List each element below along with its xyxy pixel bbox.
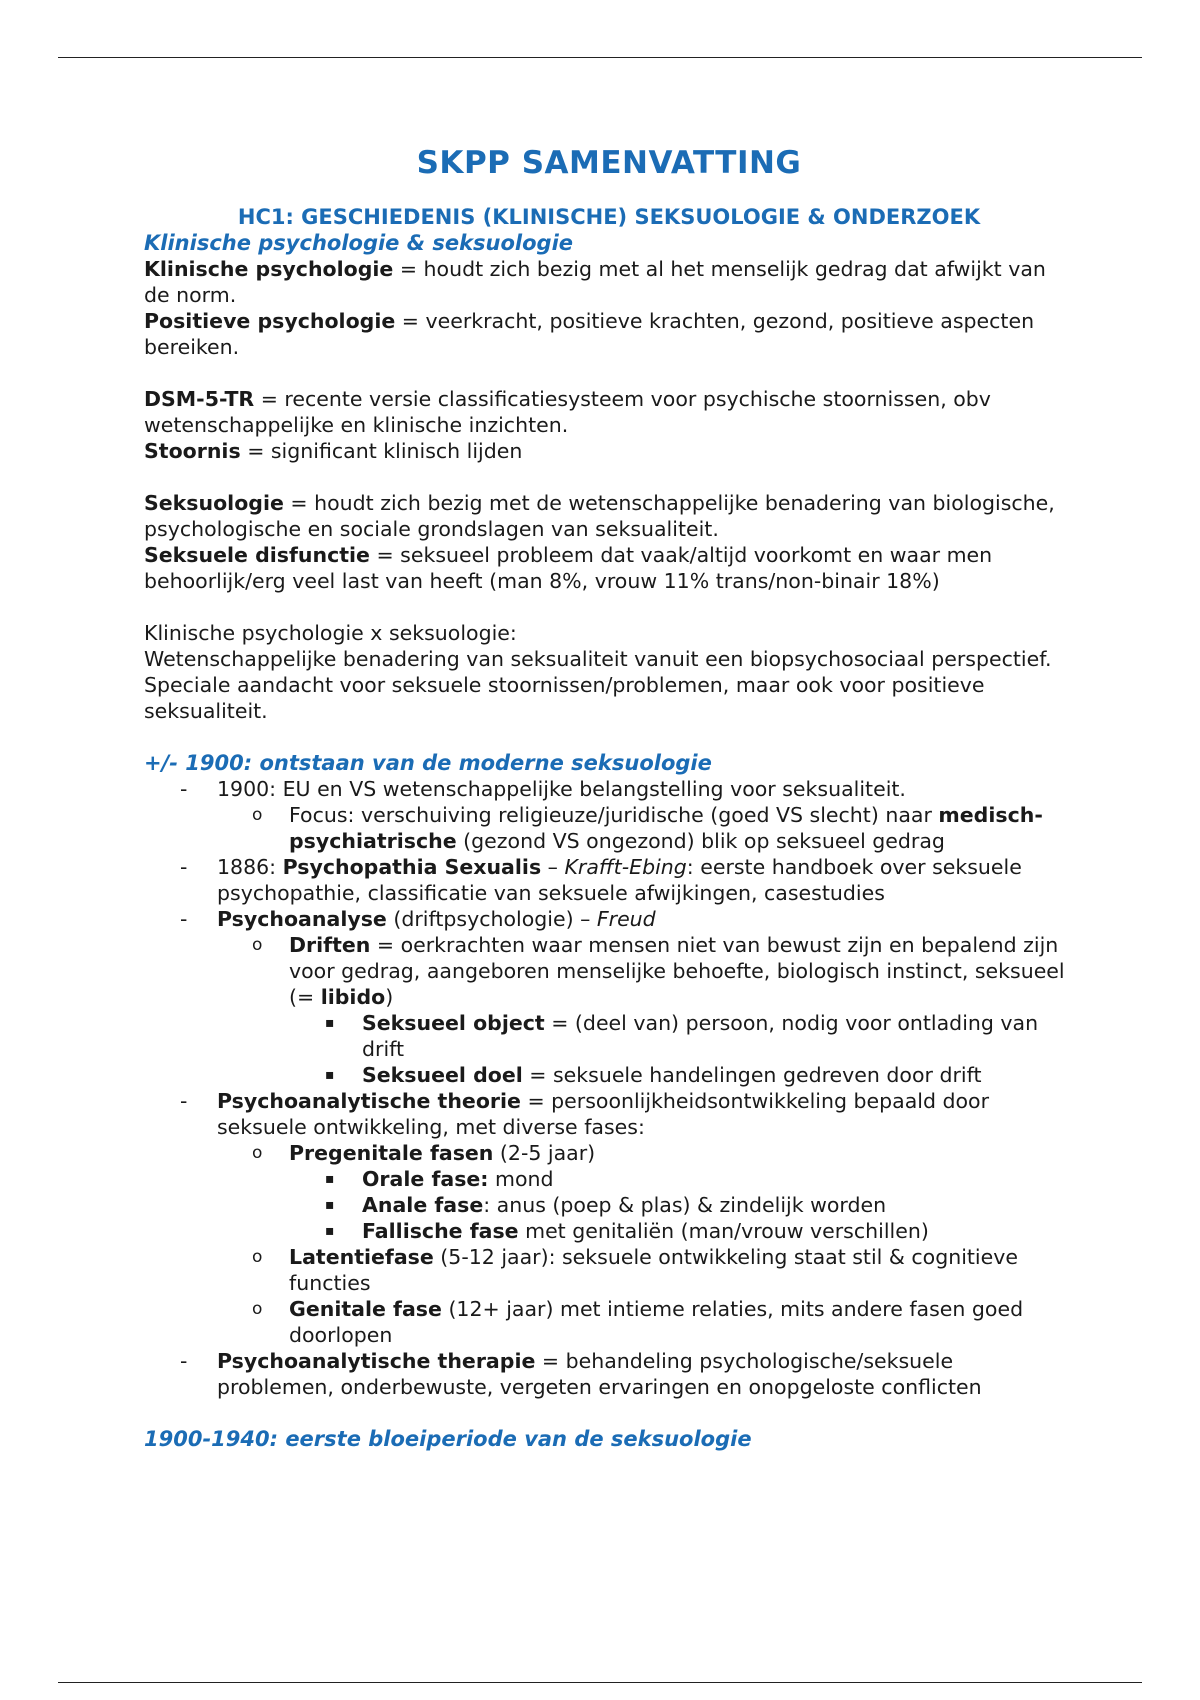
spacer (144, 464, 1074, 490)
item-bold: Seksueel object (362, 1011, 545, 1036)
item-text: (2-5 jaar) (493, 1141, 596, 1166)
list-item (144, 1296, 1074, 1348)
list-item (144, 854, 1074, 906)
item-text: mond (488, 1167, 554, 1192)
item-bold: Pregenitale fasen (289, 1141, 494, 1166)
square-marker: ▪ (325, 1171, 335, 1188)
definition-positieve-psychologie (144, 308, 1074, 360)
spacer (144, 360, 1074, 386)
list-item (144, 1166, 1074, 1192)
item-bold: libido (320, 985, 386, 1010)
dash-marker: - (180, 1349, 188, 1374)
term: Seksuologie (144, 491, 284, 516)
circle-marker: o (252, 935, 263, 956)
circle-marker: o (252, 1299, 263, 1320)
list-item (144, 1244, 1074, 1296)
item-text: (12+ jaar) met intieme relaties, mits andere fasen goed doorlopen (289, 1297, 1024, 1348)
item-bold: Driften (289, 933, 371, 958)
list-item (144, 802, 1074, 854)
term: DSM-5-TR (144, 387, 255, 412)
definition-text: = recente versie classificatiesysteem voor psychische stoornissen, obv wetenschappelijke en klinische inzichten. (144, 387, 991, 438)
section-heading-klinische: Klinische psychologie & seksuologie (144, 231, 574, 256)
item-text: Focus: verschuiving religieuze/juridische (goed VS slecht) naar (289, 803, 939, 828)
definition-text: = veerkracht, positieve krachten, gezond, positieve aspecten bereiken. (144, 309, 1035, 360)
item-text: = behandeling psychologische/seksuele problemen, onderbewuste, vergeten ervaringen en onopgeloste conflicten (217, 1349, 982, 1400)
spacer (144, 1400, 1074, 1426)
item-text: = persoonlijkheidsontwikkeling bepaald door seksuele ontwikkeling, met diverse fases: (217, 1089, 990, 1140)
item-text: 1900: EU en VS wetenschappelijke belangstelling voor seksualiteit. (217, 777, 906, 802)
item-text: = seksuele handelingen gedreven door drift (522, 1063, 982, 1088)
list-item (144, 1192, 1074, 1218)
item-italic: Freud (596, 907, 656, 932)
definition-seksuologie (144, 490, 1074, 542)
chapter-heading: HC1: GESCHIEDENIS (KLINISCHE) SEKSUOLOGIE & ONDERZOEK (237, 205, 981, 230)
circle-marker: o (252, 1143, 263, 1164)
definition-seksuele-disfunctie (144, 542, 1074, 594)
list-item (144, 1088, 1074, 1140)
list-item (144, 1348, 1074, 1400)
header-rule (58, 57, 1142, 58)
list-item (144, 776, 1074, 802)
item-text: (driftpsychologie) – (386, 907, 597, 932)
list-item (144, 906, 1074, 932)
list-item (144, 1218, 1074, 1244)
term: Positieve psychologie (144, 309, 396, 334)
spacer (144, 594, 1074, 620)
term: Seksuele disfunctie (144, 543, 370, 568)
item-bold: Psychopathia Sexualis (282, 855, 542, 880)
footer-rule (58, 1682, 1142, 1683)
item-text: ) (385, 985, 394, 1010)
definition-klinische-psychologie (144, 256, 1074, 308)
item-bold: Psychoanalytische theorie (217, 1089, 521, 1114)
item-bold: Genitale fase (289, 1297, 442, 1322)
circle-marker: o (252, 1247, 263, 1268)
list-item (144, 932, 1074, 1010)
list-item (144, 1062, 1074, 1088)
combo-paragraph: Wetenschappelijke benadering van seksualiteit vanuit een biopsychosociaal perspectief. Speciale aandacht voor seksuele stoornissen/problemen, maar ook voor positieve seksualiteit. (144, 647, 1052, 724)
dash-marker: - (180, 907, 188, 932)
item-text: : anus (poep & plas) & zindelijk worden (483, 1193, 887, 1218)
item-bold: Latentiefase (289, 1245, 434, 1270)
dash-marker: - (180, 855, 188, 880)
list-item (144, 1140, 1074, 1166)
item-bold: Fallische fase (362, 1219, 519, 1244)
term: Klinische psychologie (144, 257, 394, 282)
list-item (144, 1010, 1074, 1062)
item-text: met genitaliën (man/vrouw verschillen) (518, 1219, 929, 1244)
definition-text: = significant klinisch lijden (240, 439, 523, 464)
dash-marker: - (180, 1089, 188, 1114)
square-marker: ▪ (325, 1015, 335, 1032)
item-text: = oerkrachten waar mensen niet van bewust zijn en bepalend zijn voor gedrag, aangeboren menselijke behoefte, biologisch instinct, seksueel (= (289, 933, 1065, 1010)
section-heading-1900-1940: 1900-1940: eerste bloeiperiode van de seksuologie (144, 1427, 752, 1452)
definition-stoornis (144, 438, 1074, 464)
item-text: 1886: (217, 855, 283, 880)
circle-marker: o (252, 805, 263, 826)
square-marker: ▪ (325, 1223, 335, 1240)
item-bold: Psychoanalyse (217, 907, 387, 932)
combo-label: Klinische psychologie x seksuologie: (144, 621, 517, 646)
item-italic: Krafft-Ebing (564, 855, 687, 880)
item-bold: medisch-psychiatrische (289, 803, 1043, 854)
item-text: = (deel van) persoon, nodig voor ontlading van drift (362, 1011, 1039, 1062)
document-page (144, 135, 1074, 1452)
document-title: SKPP SAMENVATTING (416, 145, 802, 181)
item-bold: Psychoanalytische therapie (217, 1349, 536, 1374)
square-marker: ▪ (325, 1067, 335, 1084)
section-heading-1900: +/- 1900: ontstaan van de moderne seksuologie (144, 751, 712, 776)
item-text: (5-12 jaar): seksuele ontwikkeling staat stil & cognitieve functies (289, 1245, 1018, 1296)
definition-dsm (144, 386, 1074, 438)
item-bold: Orale fase: (362, 1167, 489, 1192)
definition-text: = seksueel probleem dat vaak/altijd voorkomt en waar men behoorlijk/erg veel last van heeft (man 8%, vrouw 11% trans/non-binair 18%) (144, 543, 993, 594)
item-bold: Anale fase (362, 1193, 484, 1218)
spacer (144, 724, 1074, 750)
item-text: (gezond VS ongezond) blik op seksueel gedrag (456, 829, 945, 854)
term: Stoornis (144, 439, 241, 464)
item-text: : eerste handboek over seksuele psychopathie, classificatie van seksuele afwijkingen, casestudies (217, 855, 1022, 906)
square-marker: ▪ (325, 1197, 335, 1214)
definition-text: = houdt zich bezig met de wetenschappelijke benadering van biologische, psychologische en sociale grondslagen van seksualiteit. (144, 491, 1055, 542)
item-bold: Seksueel doel (362, 1063, 523, 1088)
definition-text: = houdt zich bezig met al het menselijk gedrag dat afwijkt van de norm. (144, 257, 1046, 308)
dash-marker: - (180, 777, 188, 802)
item-text: – (541, 855, 565, 880)
